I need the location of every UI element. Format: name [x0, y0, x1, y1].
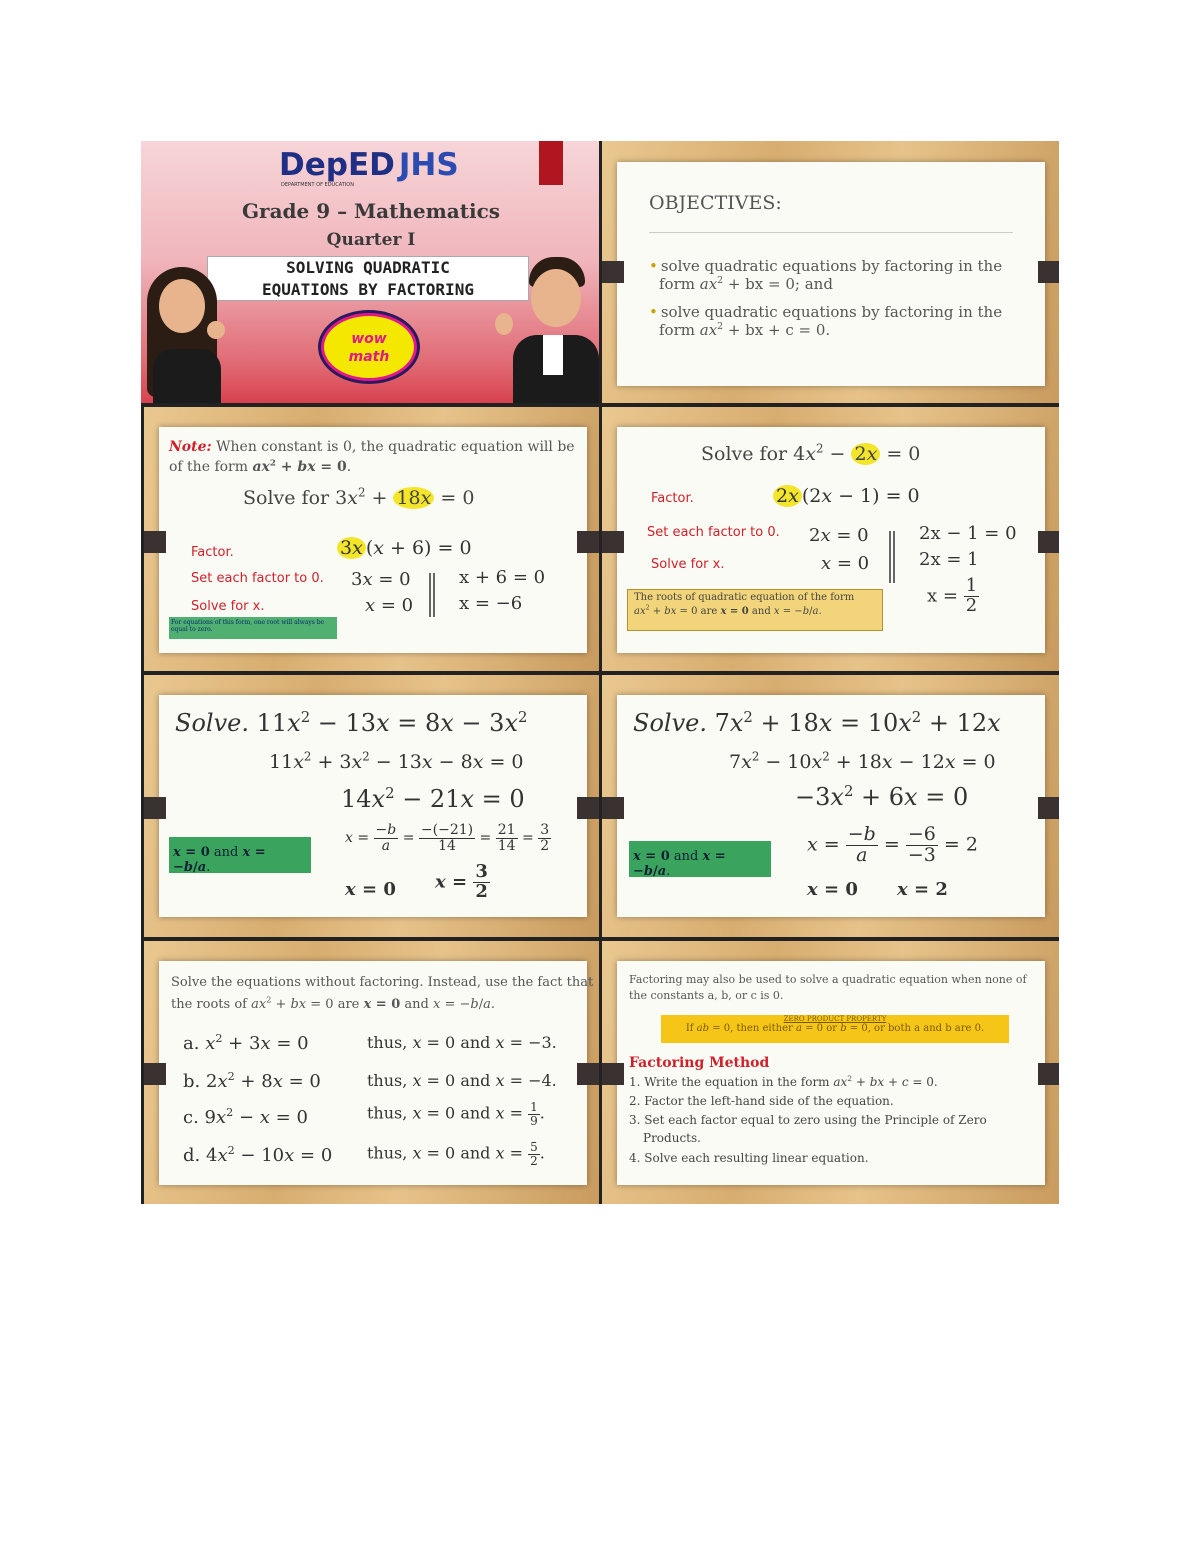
solve-x-label: Solve for x. — [191, 599, 265, 614]
example-card — [159, 695, 587, 917]
item-c-ans: thus, x = 0 and x = $\frac{1}{9}$ . — [367, 1100, 545, 1128]
note-line2: of the form $ax^2$ + bx = 0. — [169, 458, 352, 475]
divider-bars — [429, 573, 435, 617]
logo-subtitle: DEPARTMENT OF EDUCATION — [281, 182, 354, 188]
solve-x-label: Solve for x. — [651, 557, 725, 572]
root2: x = −6 — [459, 593, 523, 614]
objectives-card — [617, 162, 1045, 386]
slide-handout-sheet — [141, 141, 1059, 1204]
problem-statement: Solve for $4x^2 - 2x = 0$ — [701, 441, 921, 465]
lesson-title-box — [207, 256, 529, 301]
slide-objectives — [602, 141, 1059, 403]
step2: $-3x^2 + 6x = 0$ — [795, 782, 969, 811]
slide-tab-left — [602, 797, 624, 819]
method-title: Factoring Method — [629, 1055, 770, 1071]
practice-card — [159, 961, 594, 1185]
root-computation: x = $\frac{-b}{a}$ = $\frac{-(-21)}{14}$ = $\frac{21}{14}$ = $\frac{3}{2}$ — [345, 822, 550, 854]
problem-statement: Solve. $7x^2 + 18x = 10x^2 + 12x$ — [633, 708, 1001, 737]
zero-root-note: For equations of this form, one root will always be equal to zero. — [169, 617, 337, 639]
step-2: 2. Factor the left-hand side of the equation. — [629, 1094, 894, 1108]
slide-example-4x2 — [602, 407, 1059, 671]
step-3: 3. Set each factor equal to zero using the Principle of Zero — [629, 1113, 987, 1127]
intro-line1: Factoring may also be used to solve a quadratic equation when none of — [629, 973, 1027, 986]
roots-rule-box: The roots of quadratic equation of the form $ax^2$ + bx = 0 are x = 0 and x = −b/a. — [627, 589, 883, 631]
intro-line2: the roots of $ax^2$ + bx = 0 are x = 0 and x = −b/a. — [171, 995, 496, 1012]
slide-tab-right — [577, 531, 599, 553]
step-1: 1. Write the equation in the form $ax^2$ + bx + c = 0. — [629, 1074, 938, 1089]
slide-tab-right — [577, 797, 599, 819]
root1: x = 0 — [807, 879, 858, 900]
factor2-eq: 2x − 1 = 0 — [919, 523, 1017, 544]
lesson-title-line2: EQUATIONS BY FACTORING — [262, 280, 474, 299]
factor-label: Factor. — [191, 545, 234, 560]
factored-form: 3x (x + 6) = 0 — [337, 537, 472, 559]
set-factor-label: Set each factor to 0. — [647, 525, 780, 540]
step1: $11x^2 + 3x^2 - 13x - 8x = 0$ — [269, 749, 524, 773]
factor1-eq: 2x = 0 — [809, 525, 869, 546]
item-d-ans: thus, x = 0 and x = $\frac{5}{2}$ . — [367, 1140, 545, 1168]
intro-line2: the constants a, b, or c is 0. — [629, 989, 784, 1002]
slide-example-3x2 — [144, 407, 599, 671]
factor-label: Factor. — [651, 491, 694, 506]
slide-tab-left — [602, 531, 624, 553]
heading-rule — [649, 232, 1013, 233]
root2: x = $\frac{1}{2}$ — [927, 575, 978, 616]
item-d-eq: d. $4x^2 - 10x = 0$ — [183, 1144, 333, 1166]
accent-bar — [539, 141, 563, 185]
problem-statement: Solve for $3x^2 + 18x = 0$ — [243, 485, 475, 509]
item-a-ans: thus, x = 0 and x = −3. — [367, 1033, 557, 1052]
slide-tab-left — [144, 531, 166, 553]
factor2-eq: x + 6 = 0 — [459, 567, 546, 588]
root2: x = $\frac{3}{2}$ — [435, 861, 488, 902]
set-factor-label: Set each factor to 0. — [191, 571, 324, 586]
teacher-avatar-male — [495, 255, 599, 403]
note-line1: Note: When constant is 0, the quadratic equation will be — [169, 439, 575, 455]
intro-line1: Solve the equations without factoring. Instead, use the fact that — [171, 975, 594, 990]
slide-tab-left — [602, 1063, 624, 1085]
root2: x = 2 — [897, 879, 948, 900]
teacher-avatar-female — [145, 261, 229, 403]
objective-1-line1: • solve quadratic equations by factoring in the — [649, 257, 1002, 275]
slide-practice — [144, 941, 599, 1204]
roots-rule-box: x = 0 and x = −b/a. — [169, 837, 311, 873]
step1: $7x^2 - 10x^2 + 18x - 12x = 0$ — [729, 749, 996, 773]
slide-tab-right — [1038, 261, 1059, 283]
factor1-eq: 3x = 0 — [351, 569, 411, 590]
slide-example-7x2 — [602, 675, 1059, 937]
slide-factoring-method — [602, 941, 1059, 1204]
step-3-cont: Products. — [643, 1131, 701, 1145]
objectives-heading: OBJECTIVES: — [649, 192, 782, 214]
method-card — [617, 961, 1045, 1185]
slide-tab-right — [1038, 531, 1059, 553]
zero-product-box: ZERO PRODUCT PROPERTY If ab = 0, then either a = 0 or b = 0, or both a and b are 0. — [661, 1015, 1009, 1043]
quarter-title: Quarter I — [326, 230, 416, 250]
slide-tab-left — [144, 1063, 166, 1085]
slide-tab-left — [144, 797, 166, 819]
step2: $14x^2 - 21x = 0$ — [341, 784, 525, 813]
objective-2-line2: form $ax^2$ + bx + c = 0. — [659, 321, 831, 339]
objective-1-line2: form $ax^2$ + bx = 0; and — [659, 275, 833, 293]
slide-tab-right — [577, 1063, 599, 1085]
deped-logo: DepED JHS — [279, 147, 459, 183]
item-b-eq: b. $2x^2 + 8x = 0$ — [183, 1070, 321, 1092]
example-card — [617, 695, 1045, 917]
zpp-title: ZERO PRODUCT PROPERTY — [783, 1015, 887, 1023]
root1: x = 0 — [365, 595, 414, 616]
slide-tab-left — [602, 261, 624, 283]
example-card — [159, 427, 587, 653]
objective-2-line1: • solve quadratic equations by factoring in the — [649, 303, 1002, 321]
root-computation: x = $\frac{-b}{a}$ = $\frac{-6}{-3}$ = 2 — [807, 823, 978, 866]
example-card — [617, 427, 1045, 653]
problem-statement: Solve. $11x^2 - 13x = 8x - 3x^2$ — [175, 708, 528, 737]
roots-rule-box: x = 0 and x = −b/a. — [629, 841, 771, 877]
lesson-title-line1: SOLVING QUADRATIC — [286, 258, 450, 277]
factored-form: 2x (2x − 1) = 0 — [773, 485, 920, 507]
grade-title: Grade 9 – Mathematics — [241, 199, 501, 223]
slide-tab-right — [1038, 797, 1059, 819]
divider-bars — [889, 531, 895, 583]
root1: x = 0 — [821, 553, 870, 574]
slide-example-11x2 — [144, 675, 599, 937]
factor2-step: 2x = 1 — [919, 549, 979, 570]
step-4: 4. Solve each resulting linear equation. — [629, 1151, 869, 1165]
item-a-eq: a. $x^2 + 3x = 0$ — [183, 1032, 309, 1054]
wow-math-badge: wow math — [321, 313, 417, 381]
item-c-eq: c. $9x^2 - x = 0$ — [183, 1106, 308, 1128]
root1: x = 0 — [345, 879, 396, 900]
item-b-ans: thus, x = 0 and x = −4. — [367, 1071, 557, 1090]
slide-tab-right — [1038, 1063, 1059, 1085]
slide-title — [141, 141, 599, 403]
